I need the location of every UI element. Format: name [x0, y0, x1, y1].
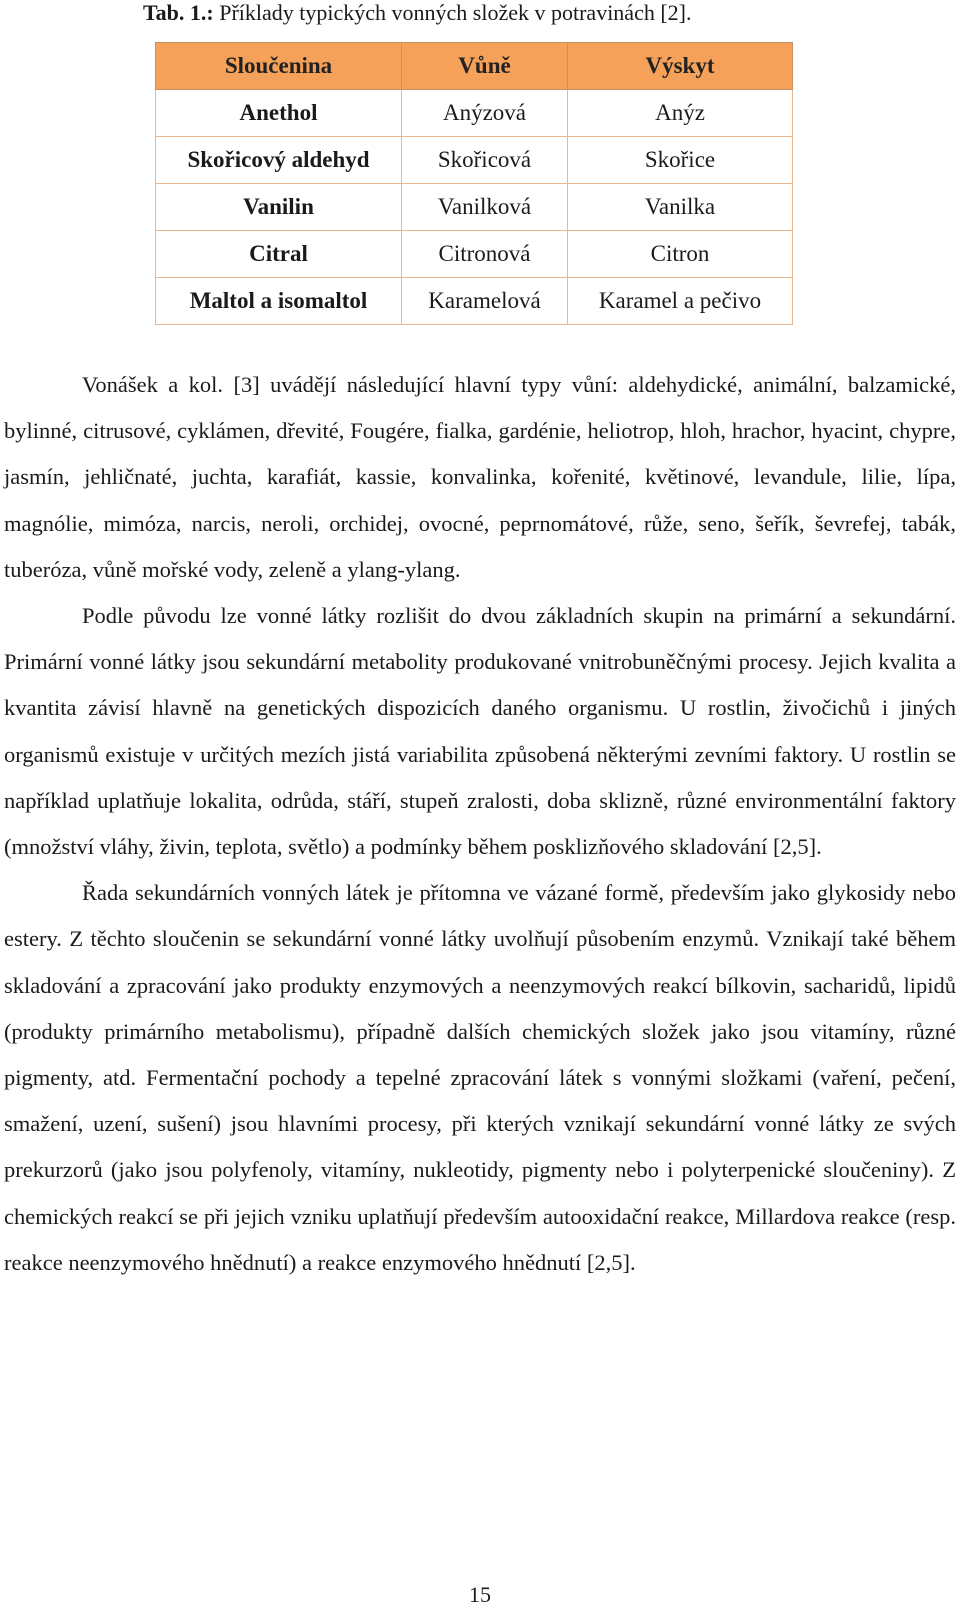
paragraph-primary-secondary: Podle původu lze vonné látky rozlišit do dvou základních skupin na primární a sekundární. Primární vonné látky jsou sekundární metabolity produkované vnitrobuněčnými procesy. Jejich kvalita a kvantita závisí hlavně na genetických dispozicích daného organismu. U rostlin, živočichů i jiných organismů existuje v určitých mezích jistá variabilita způsobená některými zevními faktory. U rostlin se například uplatňuje lokalita, odrůda, stáří, stupeň zralosti, doba sklizně, různé environmentální faktory (množství vláhy, živin, teplota, světlo) a podmínky během posklizňového skladování [2,5]. — [4, 603, 956, 860]
occurrence-cell: Anýz — [568, 90, 793, 137]
table-header-row — [156, 43, 793, 90]
compound-cell: Vanilin — [156, 184, 402, 231]
table-row — [156, 90, 793, 137]
table-caption-label: Tab. 1.: — [143, 0, 214, 25]
header-aroma: Vůně — [402, 43, 568, 90]
body-text — [4, 362, 956, 1286]
table-caption — [143, 0, 692, 26]
header-occurrence: Výskyt — [568, 43, 793, 90]
aroma-cell: Citronová — [402, 231, 568, 278]
compound-cell: Skořicový aldehyd — [156, 137, 402, 184]
aroma-cell: Karamelová — [402, 278, 568, 325]
occurrence-cell: Vanilka — [568, 184, 793, 231]
occurrence-cell: Skořice — [568, 137, 793, 184]
aroma-cell: Vanilková — [402, 184, 568, 231]
paragraph-aroma-types: Vonášek a kol. [3] uvádějí následující hlavní typy vůní: aldehydické, animální, balzamické, bylinné, citrusové, cyklámen, dřevité, Fougére, fialka, gardénie, heliotrop, hloh, hrachor, hyacint, chypre, jasmín, jehličnaté, juchta, karafiát, kassie, konvalinka, kořenité, květinové, levandule, lilie, lípa, magnólie, mimóza, narcis, neroli, orchidej, ovocné, peprnomátové, růže, seno, šeřík, ševrefej, tabák, tuberóza, vůně mořské vody, zeleně a ylang-ylang. — [4, 372, 956, 582]
occurrence-cell: Citron — [568, 231, 793, 278]
aroma-cell: Skořicová — [402, 137, 568, 184]
aroma-compounds-table — [155, 42, 793, 325]
table-row — [156, 278, 793, 325]
compound-cell: Maltol a isomaltol — [156, 278, 402, 325]
page-number: 15 — [469, 1582, 491, 1607]
compound-cell: Anethol — [156, 90, 402, 137]
paragraph-bound-forms: Řada sekundárních vonných látek je přítomna ve vázané formě, především jako glykosidy nebo estery. Z těchto sloučenin se sekundární vonné látky uvolňují působením enzymů. Vznikají také během skladování a zpracování jako produkty enzymových a neenzymových reakcí bílkovin, sacharidů, lipidů (produkty primárního metabolismu), případně dalších chemických složek jako jsou vitamíny, různé pigmenty, atd. Fermentační pochody a tepelné zpracování látek s vonnými složkami (vaření, pečení, smažení, uzení, sušení) jsou hlavními procesy, při kterých vznikají sekundární vonné látky ze svých prekurzorů (jako jsou polyfenoly, vitamíny, nukleotidy, pigmenty nebo i polyterpenické sloučeniny). Z chemických reakcí se při jejich vzniku uplatňují především autooxidační reakce, Millardova reakce (resp. reakce neenzymového hnědnutí) a reakce enzymového hnědnutí [2,5]. — [4, 880, 956, 1275]
table-row — [156, 184, 793, 231]
compound-cell: Citral — [156, 231, 402, 278]
table-caption-text: Příklady typických vonných složek v potravinách [2]. — [213, 0, 692, 25]
table-row — [156, 137, 793, 184]
header-compound: Sloučenina — [156, 43, 402, 90]
table-row — [156, 231, 793, 278]
aroma-cell: Anýzová — [402, 90, 568, 137]
occurrence-cell: Karamel a pečivo — [568, 278, 793, 325]
